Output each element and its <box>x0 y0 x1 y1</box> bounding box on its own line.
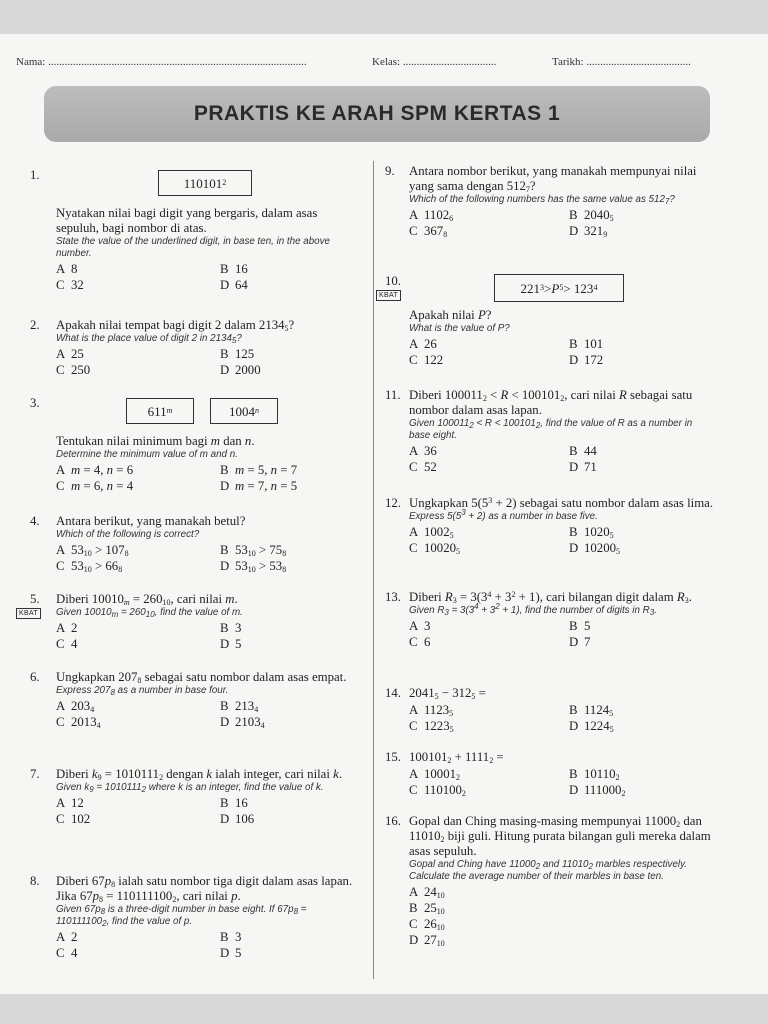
question-number: 3. <box>30 396 40 410</box>
option-value: 125 <box>235 347 255 361</box>
option-a <box>409 525 569 540</box>
option-d <box>569 353 719 368</box>
option-value: 4 <box>71 946 78 960</box>
option-letter: B <box>569 337 578 351</box>
question-translation: What is the place value of digit 2 in $2134_5$? <box>56 333 242 345</box>
option-b <box>569 337 719 352</box>
option-c <box>409 917 569 932</box>
option-letter: A <box>409 444 419 458</box>
option-value: 172 <box>584 353 604 367</box>
option-value: 25 <box>71 347 84 361</box>
option-b <box>569 767 719 782</box>
question-translation: Given $R_3 = 3(3^4 + 3^2 + 1)$, find the number of digits in $R_3$. <box>409 602 657 617</box>
option-value: m = 6, n = 4 <box>71 479 134 493</box>
options <box>409 337 715 368</box>
option-letter: D <box>569 353 579 367</box>
option-letter: D <box>220 479 230 493</box>
option-letter: A <box>56 930 66 944</box>
question-number: 8. <box>30 874 40 888</box>
kelas-field: Kelas: .................................. <box>372 56 497 68</box>
worksheet-page <box>0 34 768 994</box>
option-value: 102 <box>71 812 91 826</box>
option-a <box>56 262 220 277</box>
option-a <box>56 621 220 636</box>
option-letter: D <box>220 559 230 573</box>
question-3 <box>30 396 360 494</box>
option-letter: B <box>569 444 578 458</box>
option-b <box>569 208 719 223</box>
option-letter: B <box>569 703 578 717</box>
option-letter: C <box>409 783 418 797</box>
option-a <box>409 208 569 223</box>
option-b <box>569 703 719 718</box>
option-value: $53_{10} > 75_8$ <box>235 543 287 558</box>
question-translation: Given $k_9 = 1010111_2$ where k is an integer, find the value of k. <box>56 782 324 794</box>
option-c <box>56 946 220 961</box>
option-value: $1123_5$ <box>424 703 454 718</box>
option-value: $111000_2$ <box>584 783 626 798</box>
option-d <box>220 363 370 378</box>
option-value: $10200_5$ <box>584 541 620 556</box>
option-letter: D <box>220 812 230 826</box>
option-d <box>569 460 719 475</box>
option-value: 4 <box>71 637 78 651</box>
option-d <box>569 719 719 734</box>
option-letter: A <box>409 885 419 899</box>
question-number: 12. <box>385 496 401 510</box>
option-letter: B <box>220 262 229 276</box>
option-letter: A <box>409 337 419 351</box>
question-number: 9. <box>385 164 395 178</box>
option-c <box>56 559 220 574</box>
options <box>56 262 360 293</box>
options <box>409 885 715 948</box>
option-letter: B <box>409 901 418 915</box>
question-7 <box>30 767 360 827</box>
option-value: $321_9$ <box>584 224 608 239</box>
question-number: 6. <box>30 670 40 684</box>
tarikh-field: Tarikh: ...................................... <box>552 56 691 68</box>
option-letter: B <box>220 796 229 810</box>
question-text: Diberi $10010_m = 260_{10}$, cari nilai m. <box>56 592 238 607</box>
option-letter: D <box>220 363 230 377</box>
option-letter: A <box>56 543 66 557</box>
question-15 <box>385 750 715 798</box>
option-c <box>56 812 220 827</box>
option-letter: A <box>409 208 419 222</box>
option-letter: B <box>569 619 578 633</box>
option-letter: C <box>409 719 418 733</box>
option-a <box>56 347 220 362</box>
option-letter: B <box>220 621 229 635</box>
question-2 <box>30 318 360 378</box>
question-number: 1. <box>30 168 40 182</box>
option-letter: A <box>56 621 66 635</box>
option-letter: C <box>56 479 65 493</box>
option-d <box>220 946 370 961</box>
option-value: $24_{10}$ <box>424 885 445 900</box>
question-number: 11. <box>385 388 401 402</box>
option-value: 12 <box>71 796 84 810</box>
question-number: 5. <box>30 592 40 606</box>
option-value: $26_{10}$ <box>424 917 445 932</box>
option-d <box>220 637 370 652</box>
option-letter: C <box>409 635 418 649</box>
option-letter: D <box>569 541 579 555</box>
option-letter: D <box>569 460 579 474</box>
option-a <box>409 619 569 634</box>
options <box>409 444 715 475</box>
option-a <box>56 543 220 558</box>
option-value: 3 <box>235 930 242 944</box>
option-letter: D <box>569 783 579 797</box>
option-value: 71 <box>584 460 597 474</box>
option-b <box>220 463 370 478</box>
option-c <box>56 479 220 494</box>
question-translation: Which of the following is correct? <box>56 529 200 540</box>
option-d <box>220 278 370 293</box>
option-letter: C <box>56 946 65 960</box>
option-c <box>409 541 569 556</box>
option-value: 3 <box>235 621 242 635</box>
option-a <box>56 463 220 478</box>
option-value: $10001_2$ <box>424 767 460 782</box>
option-letter: C <box>56 637 65 651</box>
option-b <box>409 901 569 916</box>
options <box>409 525 715 556</box>
option-value: $2013_4$ <box>71 715 101 730</box>
question-text: Gopal dan Ching masing-masing mempunyai $11000_2$ dan $11010_2$ biji guli. Hitung purata bilangan guli mereka dalam asas sepuluh. <box>409 814 711 858</box>
question-translation: Given $67p_8$ is a three-digit number in base eight. If $67p_8 = 110111100_2$, find the value of p. <box>56 904 307 928</box>
question-text: Antara berikut, yang manakah betul? <box>56 514 246 528</box>
option-value: 101 <box>584 337 604 351</box>
option-d <box>409 933 569 948</box>
question-text: Diberi $k_9 = 1010111_2$ dengan k ialah integer, cari nilai k. <box>56 767 343 782</box>
option-a <box>56 796 220 811</box>
option-value: 5 <box>235 946 242 960</box>
option-c <box>56 637 220 652</box>
option-b <box>220 796 370 811</box>
question-text: Apakah nilai tempat bagi digit 2 dalam $2134_5$? <box>56 318 295 333</box>
option-letter: C <box>409 460 418 474</box>
option-value: 26 <box>424 337 437 351</box>
question-text: Antara nombor berikut, yang manakah mempunyai nilai yang sama dengan $512_7$? <box>409 164 697 194</box>
option-letter: D <box>569 635 579 649</box>
question-10 <box>379 274 715 368</box>
option-b <box>220 543 370 558</box>
option-value: 64 <box>235 278 248 292</box>
option-value: 250 <box>71 363 91 377</box>
question-text: Ungkapkan $207_8$ sebagai satu nombor dalam asas empat. <box>56 670 347 685</box>
option-value: $1002_5$ <box>424 525 454 540</box>
option-letter: D <box>409 933 419 947</box>
option-b <box>569 444 719 459</box>
option-value: m = 4, n = 6 <box>71 463 134 477</box>
option-letter: C <box>56 363 65 377</box>
option-value: $1223_5$ <box>424 719 454 734</box>
option-letter: D <box>220 715 230 729</box>
question-number: 7. <box>30 767 40 781</box>
option-value: 8 <box>71 262 78 276</box>
option-value: 7 <box>584 635 591 649</box>
question-5 <box>19 592 360 652</box>
option-c <box>56 363 220 378</box>
option-d <box>220 559 370 574</box>
question-number: 13. <box>385 590 401 604</box>
options <box>56 699 360 730</box>
option-value: 106 <box>235 812 255 826</box>
question-translation: Which of the following numbers has the same value as $512_7$? <box>409 194 675 206</box>
option-letter: A <box>56 699 66 713</box>
option-d <box>220 715 370 730</box>
option-value: 44 <box>584 444 597 458</box>
option-letter: D <box>569 719 579 733</box>
question-text: Nyatakan nilai bagi digit yang bergaris, dalam asas sepuluh, bagi nombor di atas. <box>56 206 318 235</box>
option-b <box>220 930 370 945</box>
question-9 <box>385 164 715 239</box>
options <box>56 463 360 494</box>
option-value: 16 <box>235 796 248 810</box>
option-letter: C <box>409 917 418 931</box>
option-value: $213_4$ <box>235 699 259 714</box>
option-letter: B <box>569 525 578 539</box>
column-divider <box>373 161 374 979</box>
option-letter: D <box>220 637 230 651</box>
number-box-n: 1004 n <box>210 398 278 424</box>
option-value: 32 <box>71 278 84 292</box>
question-number: 10. <box>385 274 401 288</box>
option-c <box>409 353 569 368</box>
question-text: Diberi $100011_2 < R < 100101_2$, cari nilai R sebagai satu nombor dalam asas lapan. <box>409 388 693 417</box>
option-c <box>409 719 569 734</box>
title-banner <box>44 86 710 142</box>
option-value: $1102_6$ <box>424 208 454 223</box>
number-box: 110101 2 <box>158 170 252 196</box>
question-text: Apakah nilai P? <box>409 308 492 322</box>
question-number: 2. <box>30 318 40 332</box>
option-a <box>409 767 569 782</box>
option-letter: A <box>56 262 66 276</box>
option-value: 2 <box>71 930 78 944</box>
option-b <box>220 347 370 362</box>
option-c <box>56 715 220 730</box>
question-16 <box>385 814 715 948</box>
option-value: $1224_5$ <box>584 719 614 734</box>
option-letter: B <box>220 463 229 477</box>
option-letter: D <box>220 278 230 292</box>
option-letter: A <box>409 619 419 633</box>
question-6 <box>30 670 360 730</box>
option-value: m = 5, n = 7 <box>235 463 298 477</box>
options <box>56 930 360 961</box>
question-translation: Given $100011_2 < R < 100101_2$, find the value of R as a number in base eight. <box>409 418 693 441</box>
option-letter: A <box>56 347 66 361</box>
nama-field: Nama: .............................................................................................. <box>16 56 307 68</box>
option-value: 122 <box>424 353 444 367</box>
question-translation: What is the value of P? <box>409 323 510 334</box>
option-letter: C <box>56 278 65 292</box>
option-value: $110100_2$ <box>424 783 466 798</box>
option-letter: D <box>220 946 230 960</box>
question-8 <box>30 874 360 961</box>
question-translation: Given $10010_m = 260_{10}$, find the value of m. <box>56 607 243 619</box>
option-letter: A <box>56 796 66 810</box>
option-a <box>409 703 569 718</box>
option-a <box>56 930 220 945</box>
question-translation: Express $5(5^3 + 2)$ as a number in base five. <box>409 508 598 522</box>
option-c <box>409 783 569 798</box>
option-value: $25_{10}$ <box>424 901 445 916</box>
option-value: 5 <box>235 637 242 651</box>
question-13 <box>385 590 715 650</box>
option-d <box>569 783 719 798</box>
number-box-m: 611 m <box>126 398 194 424</box>
option-value: 16 <box>235 262 248 276</box>
option-letter: C <box>56 715 65 729</box>
option-c <box>56 278 220 293</box>
options <box>56 347 360 378</box>
option-value: 6 <box>424 635 431 649</box>
option-letter: C <box>409 224 418 238</box>
question-14 <box>385 686 715 734</box>
option-letter: B <box>220 543 229 557</box>
question-text: Diberi $67p_8$ ialah satu nombor tiga digit dalam asas lapan. Jika $67p_8 = 110111100_2$, cari nilai p. <box>56 874 353 904</box>
question-text: Ungkapkan $5(5^3 + 2)$ sebagai satu nombor dalam asas lima. <box>409 496 714 510</box>
question-translation: Determine the minimum value of m and n. <box>56 449 238 460</box>
kbat-badge: KBAT <box>376 290 401 301</box>
option-value: 5 <box>584 619 591 633</box>
question-text: $100101_2 + 1111_2$ = <box>409 750 504 765</box>
options <box>409 619 715 650</box>
option-letter: C <box>409 541 418 555</box>
question-4 <box>30 514 360 574</box>
option-b <box>220 621 370 636</box>
option-d <box>569 541 719 556</box>
option-a <box>409 444 569 459</box>
kbat-badge: KBAT <box>16 608 41 619</box>
option-value: $2103_4$ <box>235 715 265 730</box>
option-d <box>220 812 370 827</box>
option-a <box>409 885 569 900</box>
question-number: 4. <box>30 514 40 528</box>
options <box>409 208 715 239</box>
option-letter: D <box>569 224 579 238</box>
option-letter: B <box>220 699 229 713</box>
options <box>56 796 360 827</box>
option-letter: C <box>56 559 65 573</box>
option-b <box>220 262 370 277</box>
option-b <box>569 619 719 634</box>
option-value: $10110_2$ <box>584 767 620 782</box>
option-value: 36 <box>424 444 437 458</box>
options <box>56 621 360 652</box>
option-value: $10020_5$ <box>424 541 460 556</box>
option-letter: A <box>409 703 419 717</box>
question-text: Tentukan nilai minimum bagi m dan n. <box>56 434 255 448</box>
option-a <box>56 699 220 714</box>
question-12 <box>385 496 715 556</box>
question-translation: Gopal and Ching have $11000_2$ and $11010_2$ marbles respectively. Calculate the average number of their marbles in base ten. <box>409 859 687 882</box>
option-letter: A <box>409 767 419 781</box>
option-letter: C <box>409 353 418 367</box>
page-title: PRAKTIS KE ARAH SPM KERTAS 1 <box>193 102 561 125</box>
question-1 <box>30 168 360 293</box>
question-translation: State the value of the underlined digit, in base ten, in the above number. <box>56 236 330 259</box>
option-value: $1124_5$ <box>584 703 614 718</box>
option-letter: C <box>56 812 65 826</box>
question-text: $2041_5 - 312_5$ = <box>409 686 486 701</box>
question-number: 14. <box>385 686 401 700</box>
option-a <box>409 337 569 352</box>
option-b <box>569 525 719 540</box>
option-letter: B <box>569 208 578 222</box>
option-letter: B <box>220 930 229 944</box>
option-value: m = 7, n = 5 <box>235 479 298 493</box>
option-value: $203_4$ <box>71 699 95 714</box>
option-value: $53_{10} > 53_8$ <box>235 559 287 574</box>
option-value: 3 <box>424 619 431 633</box>
option-letter: B <box>220 347 229 361</box>
option-c <box>409 224 569 239</box>
question-number: 16. <box>385 814 401 828</box>
option-value: $53_{10} > 107_8$ <box>71 543 129 558</box>
question-number: 15. <box>385 750 401 764</box>
option-letter: B <box>569 767 578 781</box>
option-value: $2040_5$ <box>584 208 614 223</box>
question-translation: Express $207_8$ as a number in base four. <box>56 685 229 697</box>
option-value: $1020_5$ <box>584 525 614 540</box>
option-letter: A <box>409 525 419 539</box>
options <box>409 703 715 734</box>
option-value: 2 <box>71 621 78 635</box>
option-d <box>569 635 719 650</box>
option-letter: A <box>56 463 66 477</box>
option-d <box>569 224 719 239</box>
options <box>409 767 715 798</box>
option-c <box>409 635 569 650</box>
option-d <box>220 479 370 494</box>
option-value: $367_8$ <box>424 224 448 239</box>
question-11 <box>385 388 715 475</box>
options <box>56 543 360 574</box>
option-value: $53_{10} > 66_8$ <box>71 559 123 574</box>
inequality-box: 221 3 > P 5 > 123 4 <box>494 274 624 302</box>
option-value: 2000 <box>235 363 261 377</box>
question-text: Diberi $R_3 = 3(3^4 + 3^2 + 1)$, cari bilangan digit dalam $R_3$. <box>409 590 692 605</box>
option-c <box>409 460 569 475</box>
option-b <box>220 699 370 714</box>
option-value: $27_{10}$ <box>424 933 445 948</box>
option-value: 52 <box>424 460 437 474</box>
